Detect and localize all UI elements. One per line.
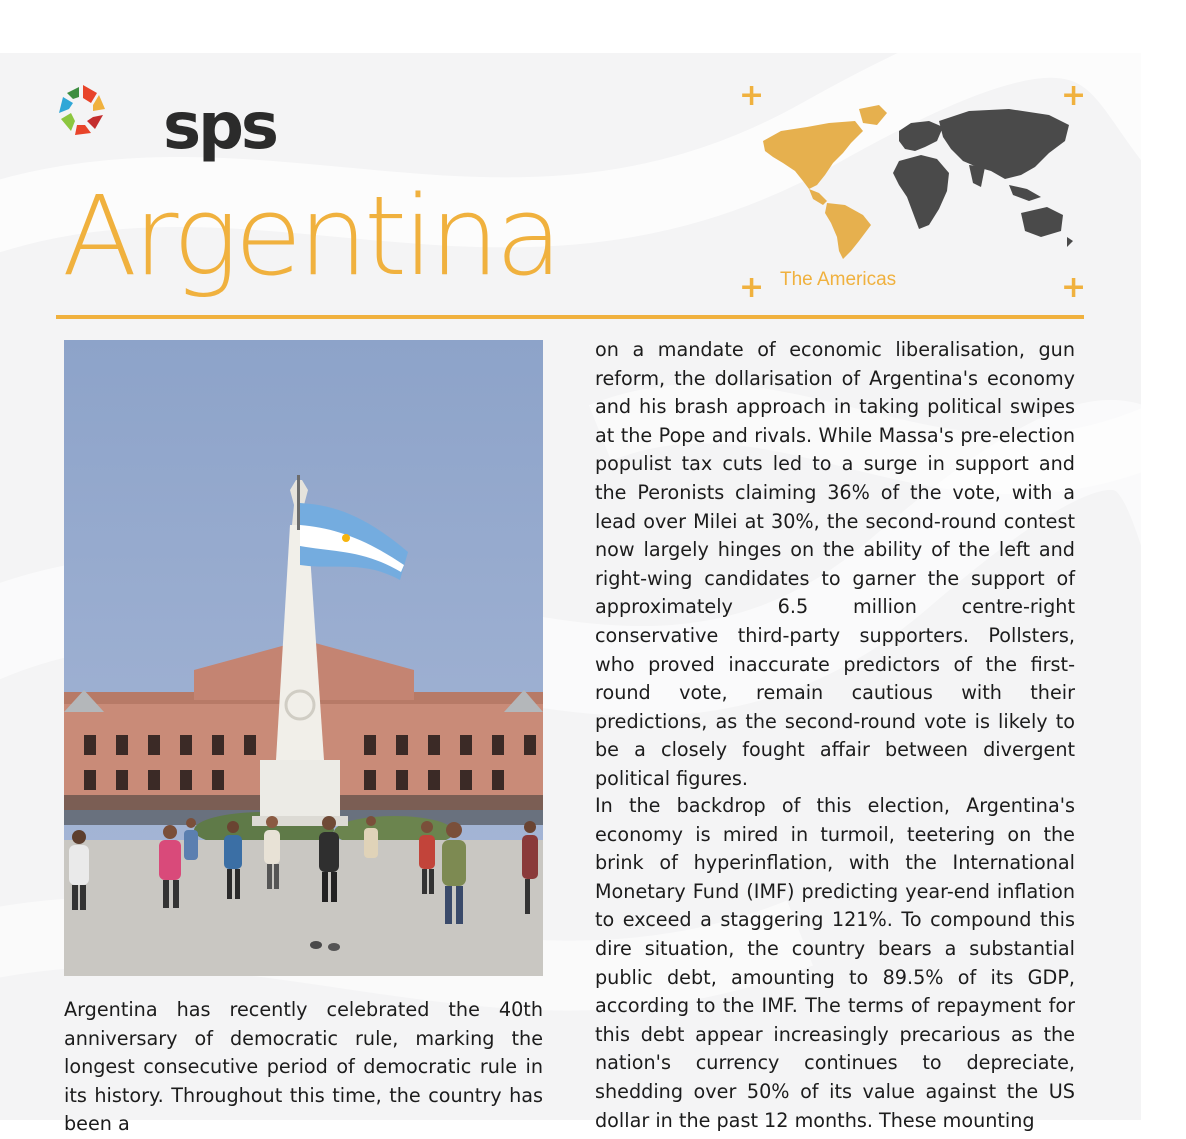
article-paragraph-right-2: In the backdrop of this election, Argentina's economy is mired in turmoil, teetering on the brink of hyperinflation, with the International Monetary Fund (IMF) predicting year-end inflation to exceed a staggering 121%. To compound this dire situation, the country bears a substantial public debt, amounting to 89.5% of its GDP, according to the IMF. The terms of repayment for this debt appear increasingly precarious as the nation's currency continues to depreciate, shedding over 50% of its value against the US dollar in the past 12 months. These mounting bbox=[595, 794, 1075, 1132]
page-title: Argentina bbox=[62, 172, 559, 300]
document-page bbox=[0, 53, 1141, 1136]
plus-icon: + bbox=[739, 78, 765, 113]
plus-icon: + bbox=[1061, 270, 1087, 305]
article-paragraph-left: Argentina has recently celebrated the 40th anniversary of democratic rule, marking the longest consecutive period of democratic rule in its history. Throughout this time, the country has been a bbox=[64, 998, 543, 1136]
plaza-de-mayo-photo bbox=[64, 340, 543, 976]
world-map-icon bbox=[759, 101, 1079, 261]
sps-wordmark: sps bbox=[163, 90, 276, 164]
article-paragraph-right-1: on a mandate of economic liberalisation, gun reform, the dollarisation of Argentina's economy and his brash approach in taking political swipes at the Pope and rivals. While Massa's pre-election populist tax cuts led to a surge in support and the Peronists claiming 36% of the vote, with a lead over Milei at 30%, the second-round contest now largely hinges on the ability of the left and right-wing candidates to garner the support of approximately 6.5 million centre-right conservative third-party supporters. Pollsters, who proved inaccurate predictors of the first-round vote, remain cautious with their predictions, as the second-round vote is likely to be a closely fought affair between divergent political figures. bbox=[595, 338, 1075, 790]
region-label: The Americas bbox=[780, 269, 897, 290]
plus-icon: + bbox=[1061, 78, 1087, 113]
title-divider bbox=[56, 315, 1084, 319]
sps-logo bbox=[53, 79, 276, 164]
plus-icon: + bbox=[739, 270, 765, 305]
sps-logo-mark-icon bbox=[53, 79, 113, 145]
